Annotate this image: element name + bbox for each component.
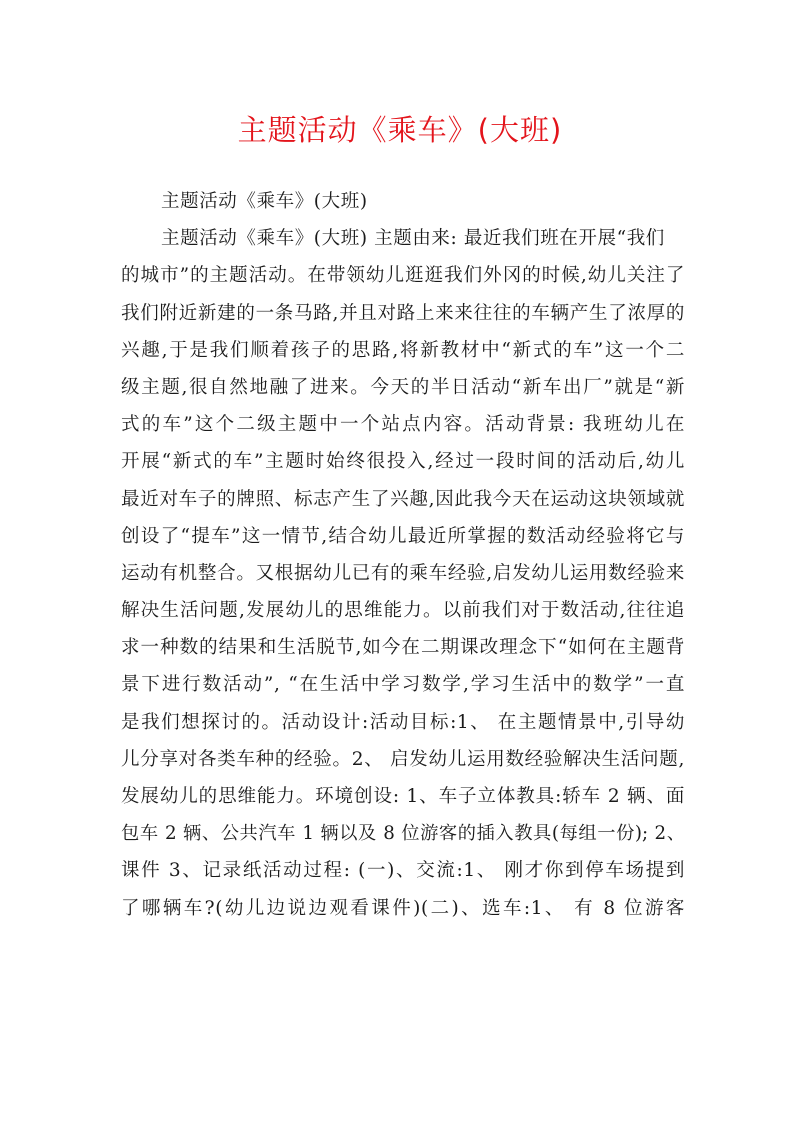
paragraph-line: 运动有机整合。又根据幼儿已有的乘车经验,启发幼儿运用数经验来 bbox=[121, 562, 685, 584]
paragraph-line: 最近对车子的牌照、标志产生了兴趣,因此我今天在运动这块领域就 bbox=[121, 488, 685, 510]
paragraph-line: 开展“新式的车”主题时始终很投入,经过一段时间的活动后,幼儿 bbox=[121, 451, 685, 473]
paragraph-line: 是我们想探讨的。活动设计:活动目标:1、 在主题情景中,引导幼 bbox=[121, 711, 685, 733]
document-subtitle: 主题活动《乘车》(大班) bbox=[161, 191, 368, 212]
document-title: 主题活动《乘车》(大班) bbox=[237, 113, 563, 147]
paragraph-line: 级主题,很自然地融了进来。今天的半日活动“新车出厂”就是“新 bbox=[121, 376, 685, 398]
document-body bbox=[121, 183, 685, 927]
paragraph-line: 包车 2 辆、公共汽车 1 辆以及 8 位游客的插入教具(每组一份); 2、 bbox=[121, 823, 685, 845]
paragraph-line: 发展幼儿的思维能力。环境创设: 1、车子立体教具:轿车 2 辆、面 bbox=[121, 786, 685, 807]
paragraph-line: 我们附近新建的一条马路,并且对路上来来往往的车辆产生了浓厚的 bbox=[121, 302, 685, 324]
paragraph-line: 儿分享对各类车种的经验。2、 启发幼儿运用数经验解决生活问题, bbox=[121, 748, 685, 770]
paragraph-line: 兴趣,于是我们顺着孩子的思路,将新教材中“新式的车”这一个二 bbox=[121, 339, 685, 361]
paragraph-line: 的城市”的主题活动。在带领幼儿逛逛我们外冈的时候,幼儿关注了 bbox=[121, 265, 685, 287]
paragraph-line: 式的车”这个二级主题中一个站点内容。活动背景: 我班幼儿在 bbox=[121, 414, 685, 436]
paragraph-line: 景下进行数活动”, “在生活中学习数学,学习生活中的数学”一直 bbox=[121, 674, 685, 696]
paragraph-line: 解决生活问题,发展幼儿的思维能力。以前我们对于数活动,往往追 bbox=[121, 600, 685, 622]
paragraph-line: 求一种数的结果和生活脱节,如今在二期课改理念下“如何在主题背 bbox=[121, 637, 685, 659]
paragraph-line: 了哪辆车?(幼儿边说边观看课件)(二)、选车:1、 有 8 位游客 bbox=[121, 897, 685, 919]
paragraph-line: 创设了“提车”这一情节,结合幼儿最近所掌握的数活动经验将它与 bbox=[121, 525, 685, 547]
paragraph-line: 课件 3、记录纸活动过程: (一)、交流:1、 刚才你到停车场提到 bbox=[121, 860, 685, 882]
paragraph-line: 主题活动《乘车》(大班) 主题由来: 最近我们班在开展“我们 bbox=[161, 228, 665, 250]
